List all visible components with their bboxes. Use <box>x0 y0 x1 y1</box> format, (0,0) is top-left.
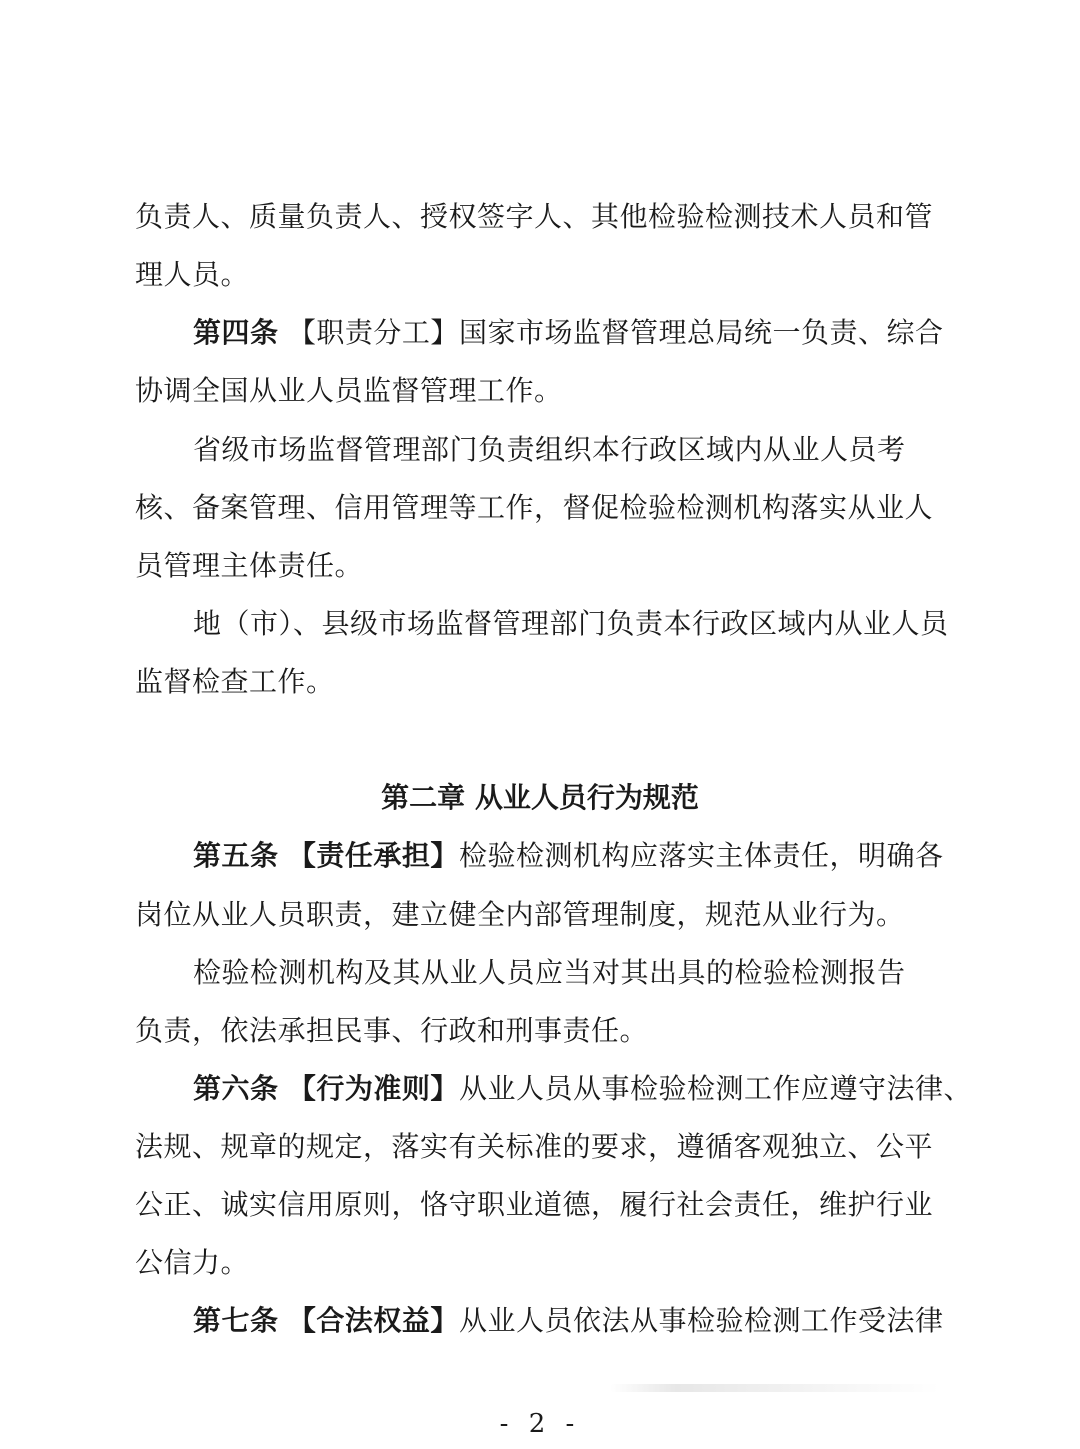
chapter-heading: 第二章 从业人员行为规范 <box>381 781 699 814</box>
body-line: 协调全国从业人员监督管理工作。 <box>135 374 563 407</box>
article-label: 第六条 <box>193 1072 279 1105</box>
article-text: 检验检测机构应落实主体责任，明确各 <box>458 839 944 872</box>
article-5-first-line <box>193 836 950 876</box>
body-line: 负责人、质量负责人、授权签字人、其他检验检测技术人员和管 <box>135 200 934 233</box>
body-line: 理人员。 <box>135 258 250 291</box>
body-line: 公正、诚实信用原则，恪守职业道德，履行社会责任，维护行业 <box>135 1188 934 1221</box>
body-line: 省级市场监督管理部门负责组织本行政区域内从业人员考 <box>193 433 906 466</box>
article-label: 第四条 <box>193 316 279 349</box>
body-line: 法规、规章的规定，落实有关标准的要求，遵循客观独立、公平 <box>135 1130 934 1163</box>
article-title: 【合法权益】 <box>287 1304 459 1337</box>
article-label: 第七条 <box>193 1304 279 1337</box>
body-line: 地（市）、县级市场监督管理部门负责本行政区域内从业人员 <box>193 607 949 640</box>
article-text: 从业人员依法从事检验检测工作受法律 <box>458 1304 944 1337</box>
body-line: 岗位从业人员职责，建立健全内部管理制度，规范从业行为。 <box>135 898 905 931</box>
article-title: 【行为准则】 <box>287 1072 459 1105</box>
scan-artifact <box>610 1384 940 1392</box>
body-line: 员管理主体责任。 <box>135 549 364 582</box>
article-4-first-line <box>193 313 950 353</box>
article-label: 第五条 <box>193 839 279 872</box>
article-6-first-line <box>193 1069 972 1109</box>
body-line: 负责，依法承担民事、行政和刑事责任。 <box>135 1014 649 1047</box>
body-line: 核、备案管理、信用管理等工作，督促检验检测机构落实从业人 <box>135 491 934 524</box>
body-line: 公信力。 <box>135 1246 250 1279</box>
article-title: 【职责分工】 <box>287 316 459 349</box>
article-title: 【责任承担】 <box>287 839 459 872</box>
body-line: 监督检查工作。 <box>135 665 335 698</box>
body-line: 检验检测机构及其从业人员应当对其出具的检验检测报告 <box>193 956 906 989</box>
article-text: 国家市场监督管理总局统一负责、综合 <box>458 316 944 349</box>
page-number: - 2 - <box>499 1409 581 1439</box>
article-7-first-line <box>193 1301 950 1341</box>
article-text: 从业人员从事检验检测工作应遵守法律、 <box>458 1072 972 1105</box>
